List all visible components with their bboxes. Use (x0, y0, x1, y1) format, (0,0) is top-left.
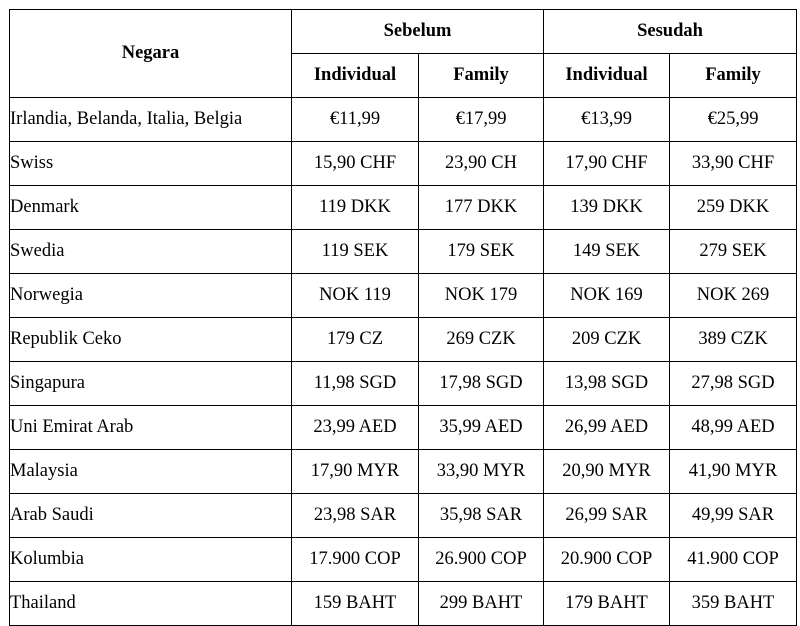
before-family-cell: NOK 179 (419, 274, 544, 318)
table-row (10, 538, 797, 582)
table-row (10, 450, 797, 494)
before-family-cell: 299 BAHT (419, 582, 544, 626)
table-row (10, 362, 797, 406)
table-row (10, 230, 797, 274)
after-individual-cell: 17,90 CHF (544, 142, 670, 186)
before-individual-cell: 159 BAHT (292, 582, 419, 626)
before-family-header: Family (419, 54, 544, 98)
after-family-cell: 259 DKK (670, 186, 797, 230)
country-cell: Malaysia (10, 450, 292, 494)
after-individual-cell: 26,99 SAR (544, 494, 670, 538)
before-family-cell: 26.900 COP (419, 538, 544, 582)
country-cell: Arab Saudi (10, 494, 292, 538)
before-family-cell: 177 DKK (419, 186, 544, 230)
before-individual-cell: 23,99 AED (292, 406, 419, 450)
after-family-cell: 279 SEK (670, 230, 797, 274)
after-individual-cell: 179 BAHT (544, 582, 670, 626)
before-individual-cell: 119 SEK (292, 230, 419, 274)
after-individual-cell: €13,99 (544, 98, 670, 142)
table-body (10, 98, 797, 626)
table-row (10, 406, 797, 450)
before-individual-cell: NOK 119 (292, 274, 419, 318)
before-individual-cell: 179 CZ (292, 318, 419, 362)
after-individual-cell: 209 CZK (544, 318, 670, 362)
after-individual-cell: 20.900 COP (544, 538, 670, 582)
country-cell: Kolumbia (10, 538, 292, 582)
before-family-cell: 33,90 MYR (419, 450, 544, 494)
country-column-header: Negara (10, 10, 292, 98)
before-family-cell: 269 CZK (419, 318, 544, 362)
country-cell: Swedia (10, 230, 292, 274)
before-individual-cell: 119 DKK (292, 186, 419, 230)
before-family-cell: 179 SEK (419, 230, 544, 274)
after-family-header: Family (670, 54, 797, 98)
after-individual-cell: 26,99 AED (544, 406, 670, 450)
after-family-cell: 48,99 AED (670, 406, 797, 450)
country-cell: Uni Emirat Arab (10, 406, 292, 450)
header-row-groups (10, 10, 797, 54)
after-individual-cell: 139 DKK (544, 186, 670, 230)
after-individual-header: Individual (544, 54, 670, 98)
after-family-cell: 49,99 SAR (670, 494, 797, 538)
after-family-cell: 389 CZK (670, 318, 797, 362)
before-family-cell: 17,98 SGD (419, 362, 544, 406)
table-row (10, 98, 797, 142)
before-family-cell: 23,90 CH (419, 142, 544, 186)
before-individual-header: Individual (292, 54, 419, 98)
table-row (10, 186, 797, 230)
before-family-cell: 35,98 SAR (419, 494, 544, 538)
after-family-cell: NOK 269 (670, 274, 797, 318)
table-row (10, 142, 797, 186)
table-row (10, 582, 797, 626)
after-individual-cell: 20,90 MYR (544, 450, 670, 494)
before-individual-cell: 17.900 COP (292, 538, 419, 582)
country-cell: Swiss (10, 142, 292, 186)
before-family-cell: 35,99 AED (419, 406, 544, 450)
before-individual-cell: 15,90 CHF (292, 142, 419, 186)
after-family-cell: 359 BAHT (670, 582, 797, 626)
table-row (10, 494, 797, 538)
after-individual-cell: 149 SEK (544, 230, 670, 274)
after-individual-cell: NOK 169 (544, 274, 670, 318)
after-family-cell: €25,99 (670, 98, 797, 142)
table-row (10, 274, 797, 318)
after-family-cell: 27,98 SGD (670, 362, 797, 406)
table-header (10, 10, 797, 98)
country-cell: Irlandia, Belanda, Italia, Belgia (10, 98, 292, 142)
after-family-cell: 41.900 COP (670, 538, 797, 582)
after-family-cell: 33,90 CHF (670, 142, 797, 186)
country-cell: Norwegia (10, 274, 292, 318)
before-group-header: Sebelum (292, 10, 544, 54)
before-individual-cell: €11,99 (292, 98, 419, 142)
country-cell: Denmark (10, 186, 292, 230)
before-family-cell: €17,99 (419, 98, 544, 142)
after-group-header: Sesudah (544, 10, 797, 54)
before-individual-cell: 11,98 SGD (292, 362, 419, 406)
before-individual-cell: 23,98 SAR (292, 494, 419, 538)
table-row (10, 318, 797, 362)
after-individual-cell: 13,98 SGD (544, 362, 670, 406)
after-family-cell: 41,90 MYR (670, 450, 797, 494)
country-cell: Thailand (10, 582, 292, 626)
price-comparison-table (9, 9, 797, 626)
country-cell: Republik Ceko (10, 318, 292, 362)
before-individual-cell: 17,90 MYR (292, 450, 419, 494)
country-cell: Singapura (10, 362, 292, 406)
